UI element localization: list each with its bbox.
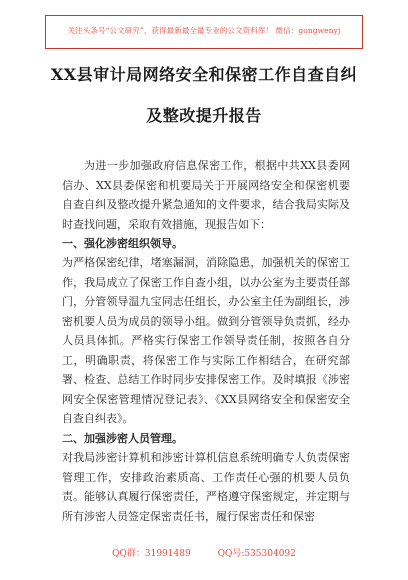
promo-banner-box — [45, 15, 363, 49]
section-1-heading: 一、强化涉密组织领导。 — [62, 237, 183, 250]
intro-paragraph: 为进一步加强政府信息保密工作，根据中共XX县委网信办、XX县委保密和机要局关于开展网络安全和保密机要自查自纠及整改提升紧急通知的文件要求，结合我局实际及时查找问题，采取有效措施，现报告如下： — [62, 159, 350, 231]
footer-qq-number: QQ号:535304092 — [217, 549, 296, 559]
promo-banner-text: 关注头条号“公文研究”，获得最新最全最专业的公文资料库！ 微信：gongwenyj — [67, 26, 341, 35]
footer-qq-group: QQ群：31991489 — [112, 549, 191, 559]
section-2-heading: 二、加强涉密人员管理。 — [62, 432, 183, 445]
footer-contact — [0, 546, 408, 559]
section-2-paragraph: 对我局涉密计算机和涉密计算机信息系统明确专人负责保密管理工作，安排政治素质高、工作责任心强的机要人员负责。能够认真履行保密责任，严格遵守保密规定，并定期与所有涉密人员签定保密责任书，履行保密责任和保密 — [62, 451, 350, 523]
document-title-line-1: XX县审计局网络安全和保密工作自查自纠 — [50, 65, 358, 84]
document-title-line-2: 及整改提升报告 — [146, 106, 262, 125]
section-1-paragraph: 为严格保密纪律，堵塞漏洞，消除隐患，加强机关的保密工作，我局成立了保密工作自查小组，以办公室为主要责任部门，分管领导温九宝同志任组长，办公室主任为副组长，涉密机要人员为成员的领导小组。做到分管领导负责抓，经办人员具体抓。严格实行保密工作领导责任制，按照各自分工，明确职责，将保密工作与实际工作相结合，在研究部署、检查、总结工作时同步安排保密工作。及时填报《涉密网安全保密管理情况登记表》、《XX县网络安全和保密安全自查自纠表》。 — [62, 256, 350, 425]
